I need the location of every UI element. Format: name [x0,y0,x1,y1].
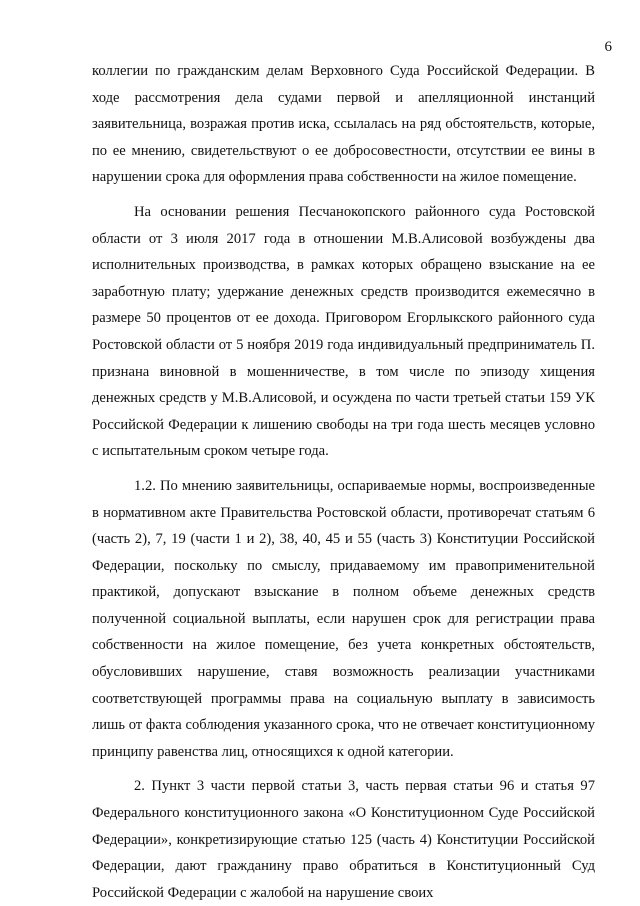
paragraph-enforcement-and-sentence: На основании решения Песчанокопского районного суда Ростовской области от 3 июля 2017 года в отношении М.В.Алисовой возбуждены два исполнительных производства, в рамках которых обращено взыскание на ее заработную плату; удержание денежных средств производится ежемесячно в размере 50 процентов от ее дохода. Приговором Егорлыкского районного суда Ростовской области от 5 ноября 2019 года индивидуальный предприниматель П. признана виновной в мошенничестве, в том числе по эпизоду хищения денежных средств у М.В.Алисовой, и осуждена по части третьей статьи 159 УК Российской Федерации к лишению свободы на три года шесть месяцев условно с испытательным сроком четыре года. [92,203,595,460]
paragraph-constitutional-law-provision: 2. Пункт 3 части первой статьи 3, часть первая статьи 96 и статья 97 Федерального конституционного закона «О Конституционном Суде Российской Федерации», конкретизирующие статью 125 (часть 4) Конституции Российской Федерации, дают гражданину право обратиться в Конституционный Суд Российской Федерации с жалобой на нарушение своих [92,778,595,901]
page-number: 6 [604,39,612,55]
paragraph-applicant-position: 1.2. По мнению заявительницы, оспариваемые нормы, воспроизведенные в нормативном акте Правительства Ростовской области, противоречат статьям 6 (часть 2), 7, 19 (части 1 и 2), 38, 40, 45 и 55 (часть 3) Конституции Российской Федерации, поскольку по смыслу, придаваемому им правоприменительной практикой, допускают взыскание в полном объеме денежных средств полученной социальной выплаты, если нарушен срок для регистрации права собственности на жилое помещение, без учета конкретных обстоятельств, обусловивших нарушение, ставя возможность реализации участниками соответствующей программы права на социальную выплату в зависимость лишь от факта соблюдения указанного срока, что не отвечает конституционному принципу равенства лиц, относящихся к одной категории. [92,477,595,760]
paragraph-claim-context: коллегии по гражданским делам Верховного Суда Российской Федерации. В ходе рассмотрения дела судами первой и апелляционной инстанций заявительница, возражая против иска, ссылалась на ряд обстоятельств, которые, по ее мнению, свидетельствуют о ее добросовестности, отсутствии ее вины в нарушении срока для оформления права собственности на жилое помещение. [92,63,595,186]
document-body [92,58,595,906]
